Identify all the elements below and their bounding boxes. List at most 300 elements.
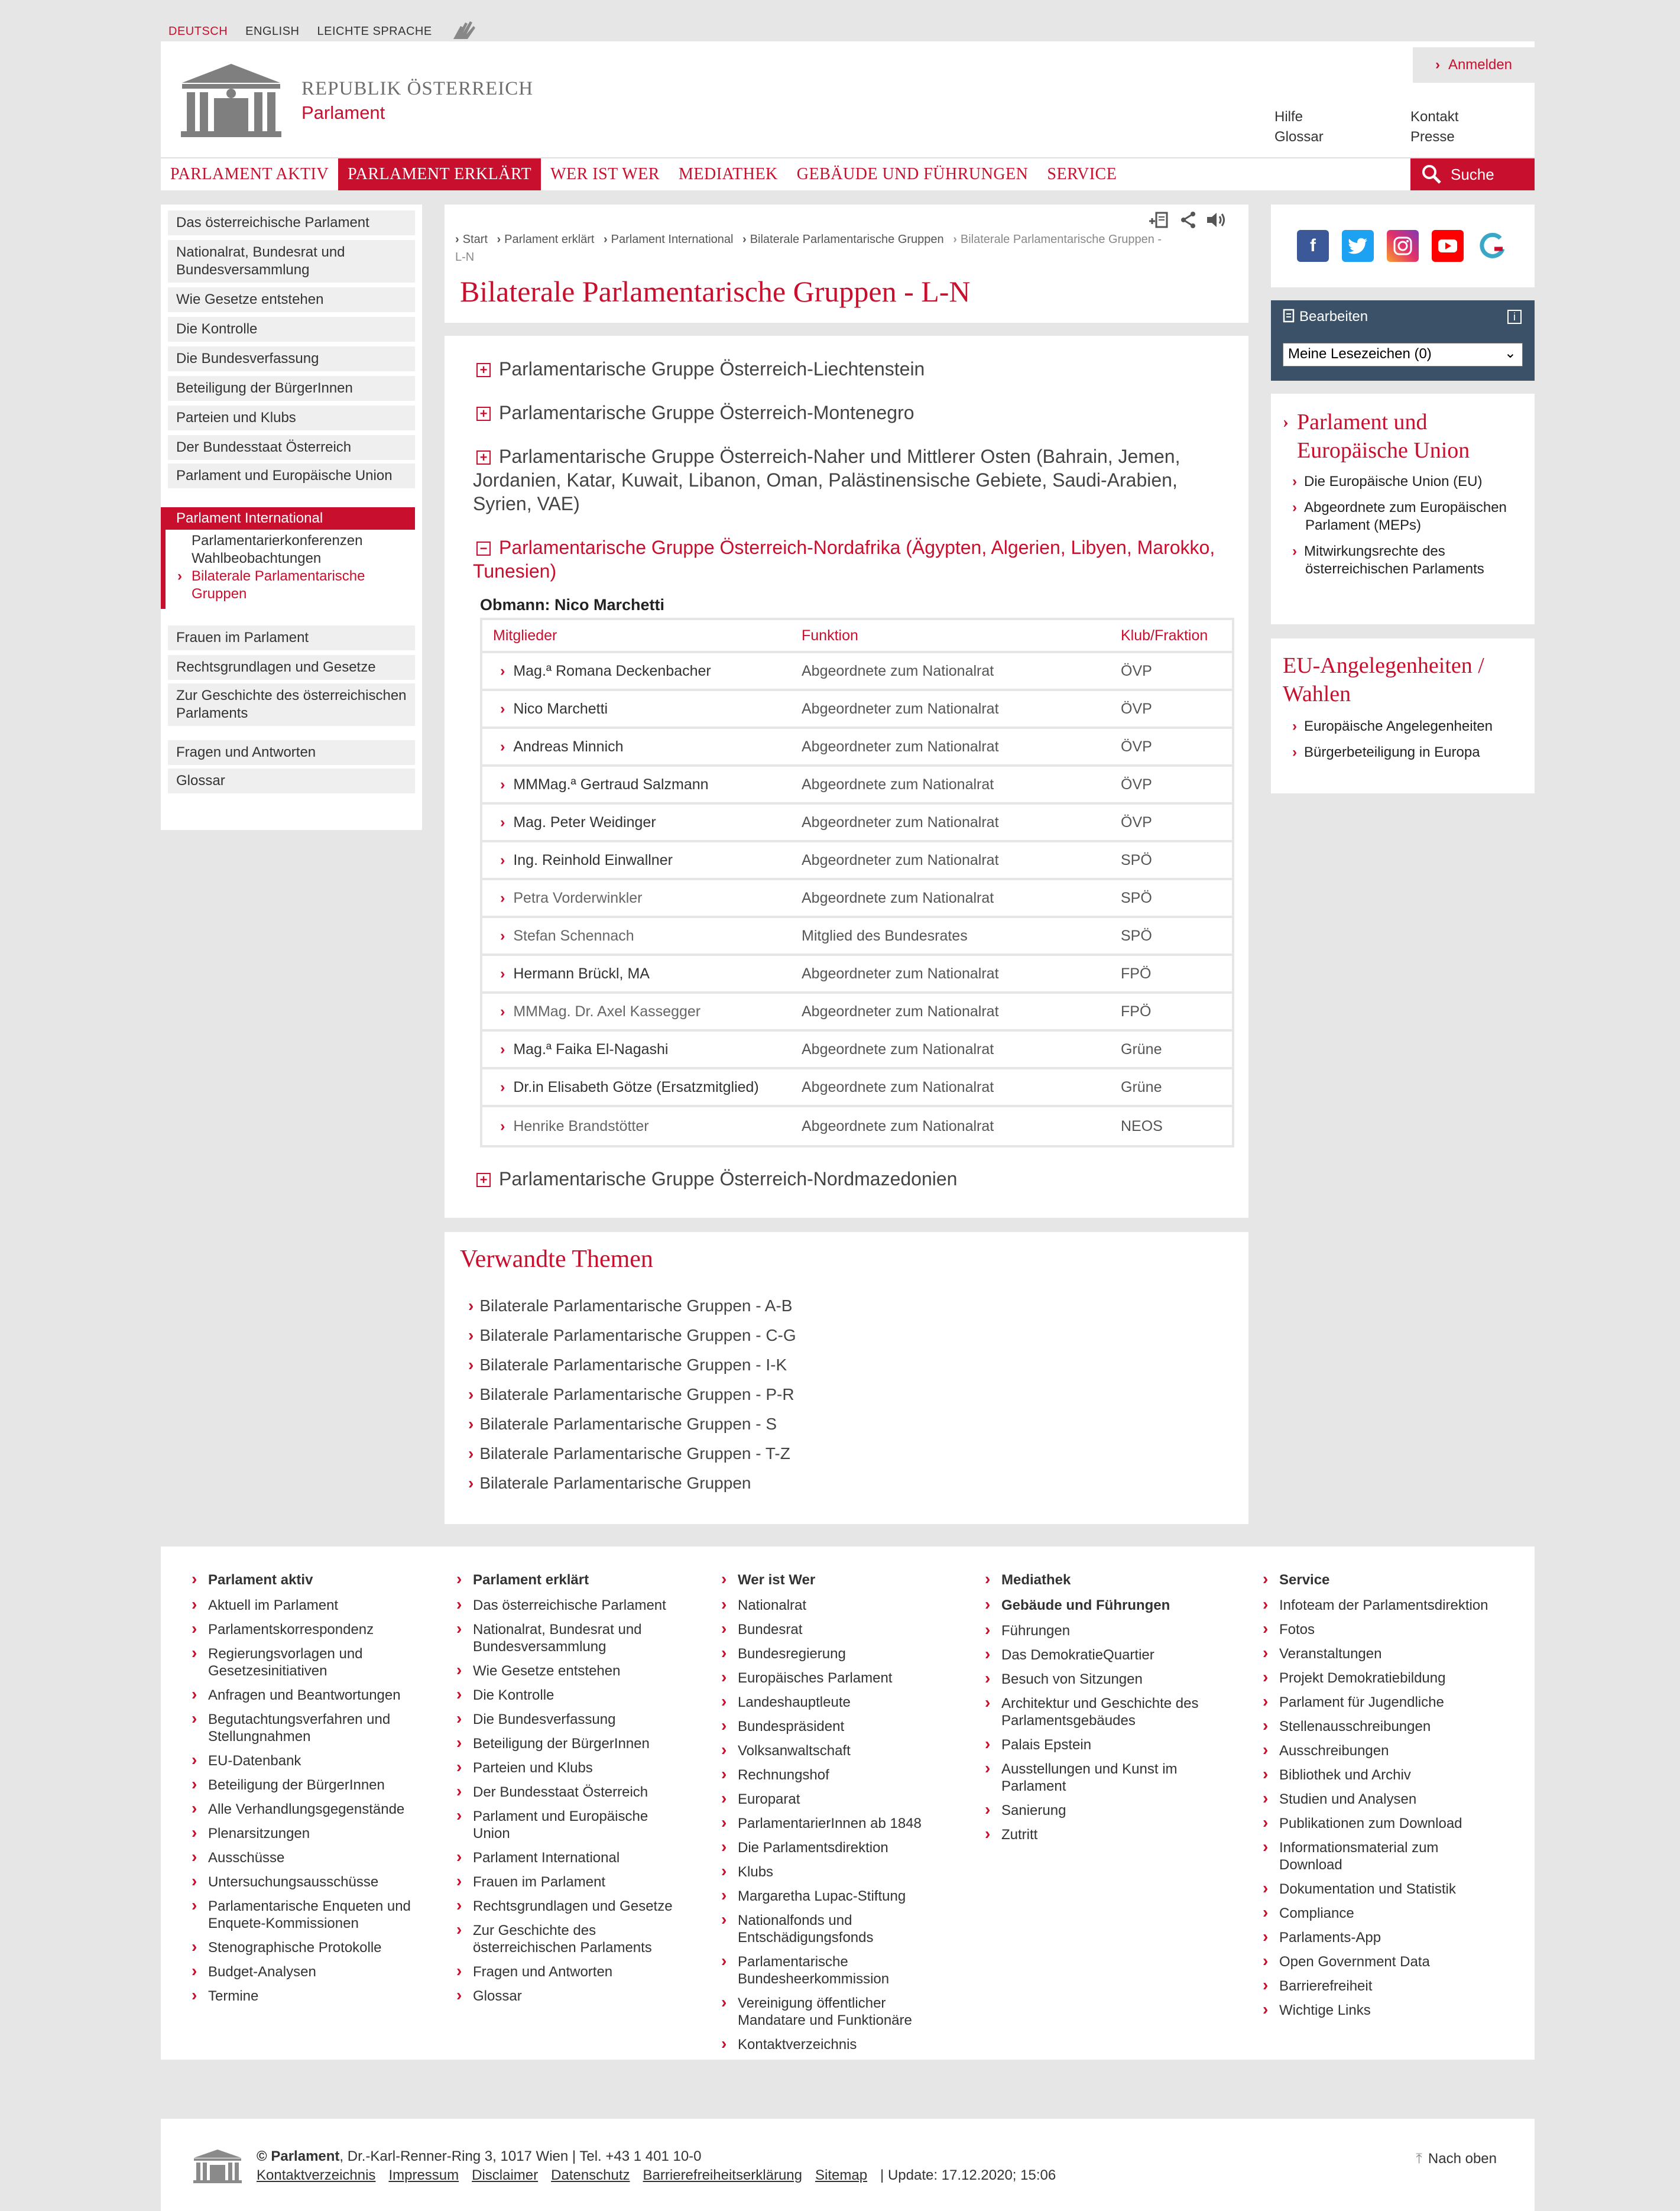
footer-link[interactable]: › Bundesrat: [721, 1620, 946, 1638]
member-name-cell[interactable]: [482, 1079, 802, 1096]
sidebar-sub-bilaterale[interactable]: [177, 568, 415, 603]
sidebar-link-label: Europäische Angelegenheiten: [1304, 718, 1493, 734]
expand-icon: +: [476, 1173, 491, 1187]
footer-link[interactable]: › Vereinigung öffentlicher Mandatare und Funktionäre: [721, 1993, 946, 2029]
related-item[interactable]: [468, 1291, 796, 1321]
sidebar-link-label: Abgeordnete zum Europäischen Parlament (MEPs): [1304, 500, 1507, 533]
footer-link[interactable]: › Margaretha Lupac-Stiftung: [721, 1886, 946, 1905]
eu-union-title[interactable]: [1283, 408, 1492, 465]
chevron-right-icon: ›: [1292, 744, 1297, 760]
footer-link[interactable]: › Fragen und Antworten: [456, 1962, 681, 1980]
member-name-cell: [482, 1118, 802, 1135]
logo-title: REPUBLIK ÖSTERREICH: [301, 77, 534, 99]
site-header: [161, 41, 1535, 190]
footer-org: © Parlament: [257, 2148, 340, 2164]
nav-gebaeude-fuehrungen[interactable]: GEBÄUDE UND FÜHRUNGEN: [796, 165, 1029, 183]
footer-link[interactable]: › Glossar: [456, 1986, 681, 2005]
sidebar-item-parteien[interactable]: Parteien und Klubs: [168, 406, 415, 430]
footer-link-sitemap[interactable]: Sitemap: [815, 2167, 868, 2183]
related-item[interactable]: [468, 1321, 796, 1350]
sidebar-item-nationalrat[interactable]: Nationalrat, Bundesrat und Bundesversammlung: [168, 240, 415, 283]
sidebar-link[interactable]: [1292, 543, 1529, 578]
chevron-right-icon: ›: [500, 1078, 505, 1095]
footer-link[interactable]: › Klubs: [721, 1862, 946, 1881]
footer-heading[interactable]: › Mediathek: [985, 1570, 1233, 1588]
footer-link[interactable]: › Palais Epstein: [985, 1735, 1233, 1753]
title-box: [445, 205, 1248, 323]
member-name: Andreas Minnich: [513, 738, 624, 755]
info-icon[interactable]: i: [1507, 310, 1522, 324]
member-function: Abgeordneter zum Nationalrat: [802, 851, 999, 868]
member-function: Mitglied des Bundesrates: [802, 927, 968, 944]
footer-link-barrierefreiheit[interactable]: Barrierefreiheitserklärung: [643, 2167, 802, 2183]
chevron-right-icon: ›: [497, 233, 501, 246]
member-function: Abgeordnete zum Nationalrat: [802, 1040, 994, 1058]
member-name-cell[interactable]: [482, 814, 802, 831]
members-table: [480, 618, 1234, 1147]
chevron-right-icon: ›: [500, 813, 505, 831]
accordion-label: Parlamentarische Gruppe Österreich-Naher und Mittlerer Osten (Bahrain, Jemen, Jordanien, Katar, Kuwait, Libanon, Oman, Palästinensische Gebiete, Saudi-Arabien, Syrien, VAE): [473, 446, 1180, 514]
table-row: [482, 1069, 1232, 1107]
sidebar-link[interactable]: [1292, 499, 1529, 534]
related-item-label: Bilaterale Parlamentarische Gruppen - S: [479, 1415, 777, 1433]
expand-icon: +: [476, 450, 491, 465]
chevron-right-icon: ›: [455, 233, 459, 246]
sidebar-item-gesetze[interactable]: Wie Gesetze entstehen: [168, 287, 415, 312]
header-club: Klub/Fraktion: [1121, 627, 1208, 644]
bookmarks-select[interactable]: [1283, 343, 1523, 367]
related-item[interactable]: [468, 1468, 796, 1498]
footer: [161, 1547, 1535, 2060]
footer-link[interactable]: › Stellenausschreibungen: [1263, 1717, 1499, 1735]
expand-icon: +: [476, 363, 491, 377]
member-function: Abgeordnete zum Nationalrat: [802, 1117, 994, 1134]
related-item-label: Bilaterale Parlamentarische Gruppen: [479, 1474, 751, 1492]
chevron-right-icon: ›: [177, 568, 182, 584]
footer-link[interactable]: › Fotos: [1263, 1620, 1499, 1638]
member-club: NEOS: [1121, 1117, 1163, 1134]
footer-link[interactable]: › Alle Verhandlungsgegenstände: [192, 1800, 416, 1818]
member-name: Mag. Peter Weidinger: [513, 813, 656, 831]
footer-link[interactable]: › Studien und Analysen: [1263, 1789, 1499, 1808]
table-row: [482, 1107, 1232, 1145]
eu-union-box: [1271, 394, 1535, 624]
member-club: FPÖ: [1121, 965, 1152, 982]
document-icon: [1283, 309, 1295, 323]
footer-link[interactable]: › Volksanwaltschaft: [721, 1741, 946, 1759]
footer-link[interactable]: › Anfragen und Beantwortungen: [192, 1685, 416, 1704]
footer-link[interactable]: › Kontaktverzeichnis: [721, 2035, 946, 2053]
member-name-cell: [482, 928, 802, 945]
footer-col-1: [192, 1570, 416, 2011]
footer-link[interactable]: › Das DemokratieQuartier: [985, 1645, 1233, 1664]
member-club: SPÖ: [1121, 851, 1152, 868]
chevron-right-icon: ›: [742, 233, 747, 246]
footer-link-datenschutz[interactable]: Datenschutz: [551, 2167, 630, 2183]
footer-link[interactable]: › Parteien und Klubs: [456, 1758, 681, 1776]
chevron-right-icon: ›: [500, 889, 505, 906]
footer-heading[interactable]: › Gebäude und Führungen: [985, 1596, 1233, 1614]
footer-link[interactable]: › Zutritt: [985, 1825, 1233, 1843]
back-to-top-link[interactable]: [1416, 2151, 1497, 2167]
sidebar-item-fragen[interactable]: Fragen und Antworten: [168, 740, 415, 765]
footer-update: | Update: 17.12.2020; 15:06: [880, 2167, 1056, 2183]
twitter-icon[interactable]: [1342, 230, 1374, 262]
member-name-cell[interactable]: [482, 663, 802, 680]
logo[interactable]: [179, 63, 533, 138]
footer-link[interactable]: › ParlamentarierInnen ab 1848: [721, 1814, 946, 1832]
lang-english[interactable]: ENGLISH: [245, 24, 300, 38]
footer-link[interactable]: › Dokumentation und Statistik: [1263, 1879, 1499, 1898]
footer-heading[interactable]: › Parlament aktiv: [192, 1570, 416, 1588]
footer-link[interactable]: › Das österreichische Parlament: [456, 1596, 681, 1614]
chevron-right-icon: ›: [500, 1003, 505, 1020]
footer-link[interactable]: › Der Bundesstaat Österreich: [456, 1782, 681, 1801]
youtube-icon[interactable]: [1432, 230, 1464, 262]
group-chair: Obmann: Nico Marchetti: [480, 596, 665, 614]
chevron-right-icon: ›: [500, 965, 505, 982]
login-label: Anmelden: [1448, 57, 1513, 73]
chevron-right-icon: ›: [468, 1444, 474, 1463]
search-icon: [1421, 164, 1442, 185]
accordion-item-nordmazedonien[interactable]: [476, 1167, 1227, 1191]
logo-subtitle: Parlament: [301, 102, 385, 123]
member-name: Dr.in Elisabeth Götze (Ersatzmitglied): [513, 1078, 759, 1095]
footer-link[interactable]: › Termine: [192, 1986, 416, 2005]
parliament-logo-icon: [179, 63, 284, 138]
member-name-cell[interactable]: [482, 776, 802, 793]
table-row: [482, 842, 1232, 880]
sidebar-link[interactable]: [1292, 718, 1529, 735]
press-link[interactable]: Presse: [1410, 129, 1455, 145]
table-row: [482, 805, 1232, 842]
footer-link[interactable]: › Die Parlamentsdirektion: [721, 1838, 946, 1856]
footer-link[interactable]: › Ausschüsse: [192, 1848, 416, 1866]
bookmark-panel-label: Bearbeiten: [1299, 309, 1368, 325]
footer-link[interactable]: › Regierungsvorlagen und Gesetzesinitiativen: [192, 1644, 416, 1680]
page-title: Bilaterale Parlamentarische Gruppen - L-N: [460, 275, 971, 308]
sidebar-item-oesterreichisches-parlament[interactable]: Das österreichische Parlament: [168, 210, 415, 235]
footer-link[interactable]: › Rechnungshof: [721, 1765, 946, 1784]
chevron-right-icon: ›: [500, 1040, 505, 1058]
nav-parlament-aktiv[interactable]: PARLAMENT AKTIV: [170, 165, 329, 183]
member-club: Grüne: [1121, 1040, 1162, 1058]
member-name-cell[interactable]: [482, 1041, 802, 1058]
member-name: Petra Vorderwinkler: [513, 889, 643, 906]
related-item-label: Bilaterale Parlamentarische Gruppen - I-K: [479, 1356, 787, 1374]
footer-link[interactable]: › Infoteam der Parlamentsdirektion: [1263, 1596, 1499, 1614]
footer-link[interactable]: › Landeshauptleute: [721, 1693, 946, 1711]
utility-links: [1274, 109, 1529, 145]
footer-link[interactable]: › Veranstaltungen: [1263, 1644, 1499, 1662]
sidebar-item-geschichte[interactable]: Zur Geschichte des österreichischen Parlaments: [168, 683, 415, 726]
footer-link[interactable]: › Bundesregierung: [721, 1644, 946, 1662]
member-club: Grüne: [1121, 1078, 1162, 1095]
member-club: SPÖ: [1121, 889, 1152, 906]
nav-service[interactable]: SERVICE: [1047, 165, 1117, 183]
table-row: [482, 691, 1232, 729]
related-item[interactable]: [468, 1439, 796, 1468]
sidebar-item-rechtsgrundlagen[interactable]: Rechtsgrundlagen und Gesetze: [168, 655, 415, 680]
footer-link[interactable]: › Projekt Demokratiebildung: [1263, 1668, 1499, 1687]
chevron-right-icon: ›: [500, 738, 505, 755]
related-item[interactable]: [468, 1409, 796, 1439]
chevron-right-icon: ›: [1292, 543, 1297, 559]
sidebar-link[interactable]: [1292, 473, 1529, 491]
footer-link[interactable]: › Europarat: [721, 1789, 946, 1808]
footer-link[interactable]: › Ausstellungen und Kunst im Parlament: [985, 1759, 1233, 1795]
member-function: Abgeordneter zum Nationalrat: [802, 813, 999, 831]
header-members: Mitglieder: [493, 627, 557, 644]
table-row: [482, 880, 1232, 918]
bookmark-panel: [1271, 300, 1535, 381]
footer-link[interactable]: › Ausschreibungen: [1263, 1741, 1499, 1759]
expand-icon: +: [476, 407, 491, 421]
footer-link[interactable]: › Parlaments-App: [1263, 1928, 1499, 1946]
table-body: [482, 653, 1232, 1145]
footer-link[interactable]: › Stenographische Protokolle: [192, 1938, 416, 1956]
member-club: SPÖ: [1121, 927, 1152, 944]
table-row: [482, 653, 1232, 691]
footer-link[interactable]: › Beteiligung der BürgerInnen: [192, 1775, 416, 1794]
member-function: Abgeordneter zum Nationalrat: [802, 1003, 999, 1020]
member-name: Henrike Brandstötter: [513, 1117, 649, 1134]
nav-mediathek[interactable]: MEDIATHEK: [678, 165, 778, 183]
eu-union-title-label: Parlament und Europäische Union: [1297, 410, 1470, 463]
contact-link[interactable]: Kontakt: [1410, 109, 1459, 125]
chevron-right-icon: ›: [500, 1117, 505, 1134]
member-name-cell: [482, 890, 802, 907]
related-title: Verwandte Themen: [460, 1246, 653, 1273]
eu-affairs-title[interactable]: EU-Angelegenheiten / Wahlen: [1283, 653, 1484, 706]
footer-link[interactable]: › Die Bundesverfassung: [456, 1710, 681, 1728]
footer-link-kontaktverzeichnis[interactable]: Kontaktverzeichnis: [257, 2167, 376, 2183]
social-links: [1271, 205, 1535, 287]
table-header: [482, 620, 1232, 653]
sidebar-link[interactable]: [1292, 744, 1529, 761]
table-row: [482, 1032, 1232, 1069]
main-navigation: [161, 157, 1535, 190]
breadcrumb-bilaterale[interactable]: Bilaterale Parlamentarische Gruppen: [750, 233, 944, 246]
chevron-right-icon: ›: [500, 662, 505, 679]
footer-link[interactable]: › Publikationen zum Download: [1263, 1814, 1499, 1832]
accordion-item-liechtenstein[interactable]: [476, 357, 1227, 381]
accordion-label: Parlamentarische Gruppe Österreich-Nordmazedonien: [499, 1168, 958, 1189]
chevron-right-icon: ›: [468, 1415, 474, 1433]
accordion-label: Parlamentarische Gruppe Österreich-Nordafrika (Ägypten, Algerien, Libyen, Marokko, Tunesien): [473, 537, 1215, 582]
accordion-item-montenegro[interactable]: [476, 401, 1227, 424]
table-row: [482, 729, 1232, 767]
footer-link[interactable]: › Bundespräsident: [721, 1717, 946, 1735]
footer-address-text: , Dr.-Karl-Renner-Ring 3, 1017 Wien | Tel. +43 1 401 10-0: [339, 2148, 702, 2164]
facebook-icon[interactable]: f: [1297, 230, 1329, 262]
footer-link[interactable]: › Führungen: [985, 1621, 1233, 1639]
sidebar-link-label: Bürgerbeteiligung in Europa: [1304, 744, 1480, 760]
lang-leichte-sprache[interactable]: LEICHTE SPRACHE: [317, 24, 432, 38]
chevron-right-icon: ›: [468, 1326, 474, 1344]
sidebar-submenu: [161, 529, 415, 609]
chevron-right-icon: ›: [604, 233, 608, 246]
footer-link[interactable]: › Parlamentskorrespondenz: [192, 1620, 416, 1638]
footer-link[interactable]: › Architektur und Geschichte des Parlamentsgebäudes: [985, 1694, 1233, 1729]
member-name: Nico Marchetti: [513, 700, 608, 717]
back-to-top-label: Nach oben: [1428, 2151, 1497, 2167]
footer-link[interactable]: › Rechtsgrundlagen und Gesetze: [456, 1896, 681, 1915]
sidebar-item-glossar[interactable]: Glossar: [168, 769, 415, 793]
footer-link[interactable]: › Besuch von Sitzungen: [985, 1669, 1233, 1688]
search-button[interactable]: [1410, 158, 1535, 190]
chevron-right-icon: ›: [500, 700, 505, 717]
header-function: Funktion: [802, 627, 858, 644]
footer-link[interactable]: › Begutachtungsverfahren und Stellungnahmen: [192, 1710, 416, 1745]
related-list: [468, 1291, 796, 1498]
related-item-label: Bilaterale Parlamentarische Gruppen - A-B: [479, 1296, 793, 1315]
footer-col-5: [1263, 1570, 1499, 2025]
nav-wer-ist-wer[interactable]: WER IST WER: [550, 165, 660, 183]
login-button[interactable]: [1413, 47, 1535, 83]
member-club: ÖVP: [1121, 776, 1152, 793]
footer-link[interactable]: › Parlament International: [456, 1848, 681, 1866]
member-name-cell[interactable]: [482, 738, 802, 756]
sidebar-item-bundesstaat[interactable]: Der Bundesstaat Österreich: [168, 435, 415, 460]
sidebar-item-beteiligung[interactable]: Beteiligung der BürgerInnen: [168, 376, 415, 401]
sidebar-sub-wahlbeobachtungen[interactable]: Wahlbeobachtungen: [192, 550, 322, 566]
footer-heading[interactable]: › Parlament erklärt: [456, 1570, 681, 1588]
footer-link[interactable]: › Wichtige Links: [1263, 2001, 1499, 2019]
sidebar-item-international[interactable]: Parlament International: [161, 507, 415, 530]
eu-affairs-list: [1292, 718, 1529, 770]
footer-link[interactable]: › Nationalrat: [721, 1596, 946, 1614]
sidebar: [161, 205, 422, 830]
related-item[interactable]: [468, 1380, 796, 1409]
sidebar-sub-konferenzen[interactable]: Parlamentarierkonferenzen: [192, 533, 363, 549]
related-topics: [445, 1232, 1248, 1524]
chevron-right-icon: ›: [500, 851, 505, 868]
accordion-item-naher-osten[interactable]: [473, 445, 1224, 516]
related-item-label: Bilaterale Parlamentarische Gruppen - C-G: [479, 1326, 796, 1344]
breadcrumb-international[interactable]: Parlament International: [611, 233, 734, 246]
footer-col-4: [985, 1570, 1233, 1849]
footer-heading[interactable]: › Service: [1263, 1570, 1499, 1588]
read-aloud-icon[interactable]: [1206, 210, 1227, 234]
footer-link[interactable]: › Aktuell im Parlament: [192, 1596, 416, 1614]
footer-link[interactable]: › Informationsmaterial zum Download: [1263, 1838, 1499, 1873]
related-item-label: Bilaterale Parlamentarische Gruppen - T-Z: [479, 1444, 790, 1463]
member-club: ÖVP: [1121, 813, 1152, 831]
footer-link[interactable]: › Nationalrat, Bundesrat und Bundesversammlung: [456, 1620, 681, 1655]
accordion-label: Parlamentarische Gruppe Österreich-Montenegro: [499, 402, 914, 423]
accordion-label: Parlamentarische Gruppe Österreich-Liechtenstein: [499, 358, 925, 380]
footer-link[interactable]: › Untersuchungsausschüsse: [192, 1872, 416, 1891]
sidebar-link-label: Die Europäische Union (EU): [1304, 474, 1483, 489]
help-link[interactable]: Hilfe: [1274, 109, 1303, 125]
footer-link[interactable]: › Nationalfonds und Entschädigungsfonds: [721, 1911, 946, 1946]
member-club: FPÖ: [1121, 1003, 1152, 1020]
member-name: Stefan Schennach: [513, 927, 634, 944]
lang-deutsch[interactable]: DEUTSCH: [168, 24, 228, 38]
footer-col-3: [721, 1570, 946, 2059]
footer-address: [257, 2148, 702, 2165]
table-row: [482, 956, 1232, 994]
footer-link[interactable]: › Budget-Analysen: [192, 1962, 416, 1980]
footer-link[interactable]: › Sanierung: [985, 1801, 1233, 1819]
sidebar-item-kontrolle[interactable]: Die Kontrolle: [168, 317, 415, 342]
footer-link[interactable]: › Frauen im Parlament: [456, 1872, 681, 1891]
footer-link[interactable]: › Plenarsitzungen: [192, 1824, 416, 1842]
accordion-item-nordafrika[interactable]: [473, 536, 1224, 583]
chevron-right-icon: ›: [1283, 412, 1289, 432]
footer-link[interactable]: › Zur Geschichte des österreichischen Parlaments: [456, 1921, 681, 1956]
footer-link[interactable]: › Bibliothek und Archiv: [1263, 1765, 1499, 1784]
member-function: Abgeordneter zum Nationalrat: [802, 700, 999, 717]
footer-link[interactable]: › Beteiligung der BürgerInnen: [456, 1734, 681, 1752]
member-name: Mag.ª Faika El-Nagashi: [513, 1040, 669, 1058]
member-name: Ing. Reinhold Einwallner: [513, 851, 673, 868]
bookmarks-select-value: Meine Lesezeichen (0): [1288, 346, 1432, 362]
member-name-cell[interactable]: [482, 852, 802, 869]
eu-union-list: [1292, 473, 1529, 586]
footer-link[interactable]: › Compliance: [1263, 1904, 1499, 1922]
member-club: ÖVP: [1121, 662, 1152, 679]
member-function: Abgeordnete zum Nationalrat: [802, 889, 994, 906]
footer-link[interactable]: › Parlamentarische Enqueten und Enquete-Kommissionen: [192, 1896, 416, 1932]
member-function: Abgeordnete zum Nationalrat: [802, 1078, 994, 1095]
member-name-cell[interactable]: [482, 701, 802, 718]
chevron-right-icon: ›: [468, 1385, 474, 1403]
sidebar-link-label: Mitwirkungsrechte des österreichischen Parlaments: [1304, 543, 1484, 577]
footer-link[interactable]: › EU-Datenbank: [192, 1751, 416, 1769]
instagram-icon[interactable]: [1387, 230, 1419, 262]
sidebar-item-bundesverfassung[interactable]: Die Bundesverfassung: [168, 346, 415, 371]
chevron-right-icon: ›: [468, 1356, 474, 1374]
footer-heading[interactable]: › Wer ist Wer: [721, 1570, 946, 1588]
chevron-right-icon: ›: [468, 1474, 474, 1492]
footer-link[interactable]: › Europäisches Parlament: [721, 1668, 946, 1687]
open-data-icon[interactable]: [1477, 230, 1509, 262]
footer-link[interactable]: › Parlamentarische Bundesheerkommission: [721, 1952, 946, 1988]
table-row: [482, 767, 1232, 805]
member-name-cell[interactable]: [482, 965, 802, 983]
member-club: ÖVP: [1121, 738, 1152, 755]
groups-accordion: [445, 336, 1248, 1218]
footer-link[interactable]: › Wie Gesetze entstehen: [456, 1661, 681, 1680]
footer-link[interactable]: › Barrierefreiheit: [1263, 1976, 1499, 1995]
chevron-right-icon: ›: [1292, 500, 1297, 516]
related-item-label: Bilaterale Parlamentarische Gruppen - P-R: [479, 1385, 794, 1403]
footer-link[interactable]: › Die Kontrolle: [456, 1685, 681, 1704]
share-icon[interactable]: [1179, 210, 1198, 234]
glossary-link[interactable]: Glossar: [1274, 129, 1324, 145]
collapse-icon: −: [476, 542, 491, 556]
footer-link-impressum[interactable]: Impressum: [388, 2167, 459, 2183]
member-name: Hermann Brückl, MA: [513, 965, 650, 982]
sidebar-item-eu[interactable]: Parlament und Europäische Union: [168, 463, 415, 488]
footer-link-disclaimer[interactable]: Disclaimer: [472, 2167, 539, 2183]
breadcrumb-parlament-erklaert[interactable]: Parlament erklärt: [504, 233, 595, 246]
chevron-right-icon: ›: [500, 776, 505, 793]
chevron-right-icon: ›: [1435, 57, 1440, 73]
footer-link[interactable]: › Parlament für Jugendliche: [1263, 1693, 1499, 1711]
nav-parlament-erklaert[interactable]: PARLAMENT ERKLÄRT: [338, 158, 541, 190]
search-label: Suche: [1451, 165, 1494, 183]
related-item[interactable]: [468, 1350, 796, 1380]
footer-link[interactable]: › Parlament und Europäische Union: [456, 1807, 681, 1842]
table-row: [482, 994, 1232, 1032]
chevron-down-icon: ⌄: [1504, 345, 1516, 361]
sidebar-item-frauen[interactable]: Frauen im Parlament: [168, 625, 415, 650]
breadcrumb-start[interactable]: Start: [462, 233, 488, 246]
footer-link[interactable]: › Open Government Data: [1263, 1952, 1499, 1970]
